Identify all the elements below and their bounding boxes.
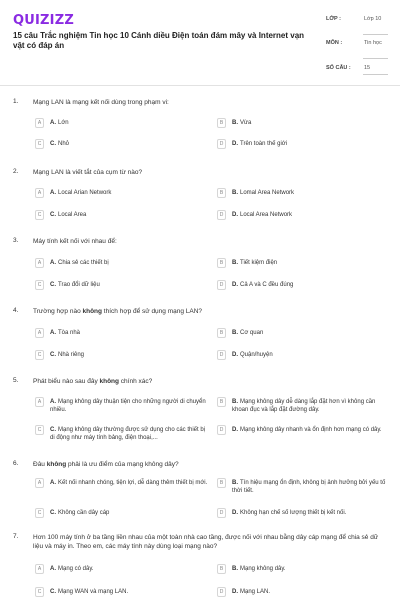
- option-box[interactable]: C: [35, 139, 44, 149]
- option-box[interactable]: D: [217, 425, 226, 435]
- option-box[interactable]: A: [35, 258, 44, 268]
- option-label: B. Vừa: [232, 120, 252, 126]
- option-label: C. Mạng WAN và mạng LAN.: [50, 589, 129, 595]
- option-label: A. Tòa nhà: [50, 330, 81, 336]
- grade-field: [326, 16, 388, 34]
- question-text: Mạng LAN là viết tắt của cụm từ nào?: [33, 169, 143, 176]
- option-label: D. Cả A và C đều đúng: [232, 282, 294, 288]
- option-label: D. Mạng LAN.: [232, 589, 271, 595]
- option-box[interactable]: B: [217, 478, 226, 488]
- option-box[interactable]: D: [217, 280, 226, 290]
- option-box[interactable]: C: [35, 280, 44, 290]
- option-box[interactable]: C: [35, 508, 44, 518]
- question-number: 1.: [13, 98, 19, 105]
- option-label: A. Mạng không dây thuận tiện cho những người di chuyển nhiều.: [50, 399, 206, 413]
- quizizz-logo: QUIZIZZ: [13, 13, 74, 28]
- option-label: B. Tiết kiệm điện: [232, 260, 278, 266]
- grade-underline: [363, 34, 388, 35]
- option-box[interactable]: B: [217, 118, 226, 128]
- option-box[interactable]: A: [35, 118, 44, 128]
- option-label: A. Local Arian Network: [50, 190, 112, 196]
- option-label: A. Chia sẻ các thiết bị: [50, 260, 109, 266]
- question-count-label: SỐ CÂU :: [326, 65, 351, 71]
- option-label: B. Cơ quan: [232, 330, 264, 336]
- option-label: D. Trên toàn thế giới: [232, 141, 288, 147]
- grade-value: Lớp 10: [364, 16, 382, 22]
- option-box[interactable]: D: [217, 210, 226, 220]
- subject-field: [326, 40, 388, 58]
- option-box[interactable]: A: [35, 328, 44, 338]
- question-text: Hơn 100 máy tính ở ba tầng liền nhau của một toàn nhà cao tầng, được nối với nhau bằng dây cáp mạng để chia sẻ dữ liệu và máy in. Theo em, các máy tính này dùng loại mạng nào?: [33, 534, 379, 550]
- option-label: C. Nhà riêng: [50, 352, 85, 358]
- question-text: Phát biểu nào sau đây không chính xác?: [33, 378, 153, 385]
- option-box[interactable]: C: [35, 587, 44, 597]
- option-box[interactable]: A: [35, 478, 44, 488]
- question-number: 6.: [13, 460, 19, 467]
- subject-underline: [363, 58, 388, 59]
- worksheet-title: 15 câu Trắc nghiệm Tin học 10 Cánh diều Điện toán đám mây và Internet vạn vật có đáp án: [13, 31, 305, 50]
- option-box[interactable]: B: [217, 564, 226, 574]
- question-number: 3.: [13, 237, 19, 244]
- question-count-underline: [363, 74, 388, 75]
- option-box[interactable]: B: [217, 258, 226, 268]
- option-label: D. Không hạn chế số lượng thiết bị kết nối.: [232, 510, 347, 516]
- question-count-value: 15: [364, 65, 371, 71]
- option-box[interactable]: C: [35, 350, 44, 360]
- option-box[interactable]: D: [217, 508, 226, 518]
- option-box[interactable]: C: [35, 210, 44, 220]
- option-label: B. Tín hiệu mạng ổn định, không bị ảnh hưởng bởi yếu tố thời tiết.: [232, 480, 386, 494]
- option-label: C. Không cần dây cáp: [50, 510, 110, 516]
- option-box[interactable]: A: [35, 564, 44, 574]
- option-label: C. Mạng không dây thường được sử dụng cho các thiết bị di động như máy tính bảng, điện thoại,...: [50, 427, 206, 441]
- option-box[interactable]: D: [217, 350, 226, 360]
- worksheet-header: [0, 0, 400, 80]
- subject-label: MÔN :: [326, 40, 343, 46]
- grade-label: LỚP :: [326, 16, 341, 22]
- question-text: Máy tính kết nối với nhau để:: [33, 238, 117, 245]
- option-box[interactable]: B: [217, 397, 226, 407]
- option-label: A. Mạng có dây.: [50, 566, 94, 572]
- option-box[interactable]: B: [217, 328, 226, 338]
- question-number: 7.: [13, 533, 19, 540]
- option-label: C. Local Area: [50, 212, 87, 218]
- option-box[interactable]: C: [35, 425, 44, 435]
- option-box[interactable]: B: [217, 188, 226, 198]
- option-label: B. Lomal Area Network: [232, 190, 295, 196]
- question-number: 4.: [13, 307, 19, 314]
- subject-value: Tin học: [364, 40, 382, 46]
- question-text: Mạng LAN là mạng kết nối dùng trong phạm vi:: [33, 99, 169, 106]
- option-label: C. Trao đổi dữ liệu: [50, 282, 100, 288]
- option-label: D. Quận/huyện: [232, 352, 273, 358]
- question-text: Trường hợp nào không thích hợp để sử dụng mạng LAN?: [33, 308, 203, 315]
- option-label: D. Mạng không dây nhanh và ổn định hơn mạng có dây.: [232, 427, 382, 433]
- question-count-field: [326, 65, 388, 73]
- option-label: B. Mạng không dây dễ dàng lắp đặt hơn vì không cần khoan đục và lắp đặt đường dây.: [232, 399, 376, 413]
- question-text: Đâu không phải là ưu điểm của mạng không dây?: [33, 461, 179, 468]
- option-box[interactable]: A: [35, 188, 44, 198]
- option-box[interactable]: D: [217, 587, 226, 597]
- option-label: C. Nhỏ: [50, 141, 70, 147]
- option-label: A. Lớn: [50, 120, 69, 126]
- option-label: B. Mạng không dây.: [232, 566, 286, 572]
- option-box[interactable]: D: [217, 139, 226, 149]
- option-label: D. Local Area Network: [232, 212, 293, 218]
- question-number: 5.: [13, 377, 19, 384]
- option-box[interactable]: A: [35, 397, 44, 407]
- header-divider: [0, 85, 400, 86]
- option-label: A. Kết nối nhanh chóng, tiện lợi, dễ dàng thêm thiết bị mới.: [50, 480, 208, 486]
- question-number: 2.: [13, 168, 19, 175]
